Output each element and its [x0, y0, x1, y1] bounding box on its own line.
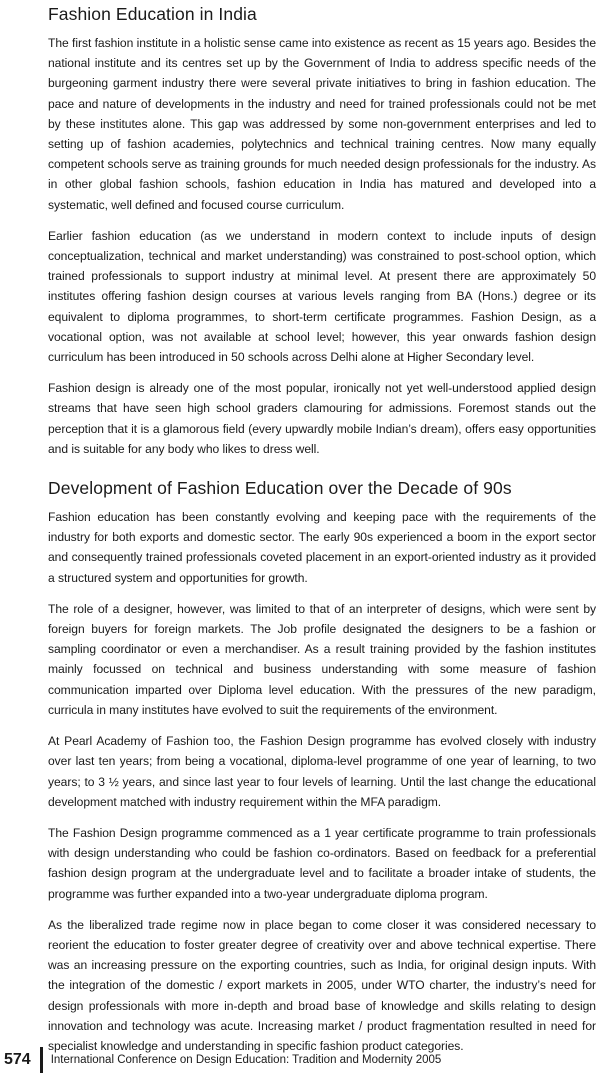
paragraph: As the liberalized trade regime now in place began to come closer it was considered necessary to reorient the education to foster greater degree of creativity over and above technical expertise. There was an increasing pressure on the exporting countries, such as India, for original design inputs. With the integration of the domestic / export markets in 2005, under WTO charter, the industry’s need for design professionals with more in-depth and broad base of knowledge and skills relating to design innovation and technology was acute. Increasing market / product fragmentation resulted in need for specialist knowledge and understanding in specific fashion product categories.	[48, 917, 596, 1053]
paragraph: Fashion education has been constantly evolving and keeping pace with the requirements of the industry for both exports and domestic sector. The early 90s experienced a boom in the export sector and consequently trained professionals coveted placement in an export-oriented industry as it provided a structured system and opportunities for growth.	[48, 510, 596, 585]
paragraph: At Pearl Academy of Fashion too, the Fashion Design programme has evolved closely with industry over last ten years; from being a vocational, diploma-level programme of one year of learning, to two years; to 3 ½ years, and since last year to four levels of learning. Until the last change the educational development matched with industry requirement within the MFA paradigm.	[48, 734, 596, 809]
page-number: 574	[4, 1051, 31, 1068]
paragraph: Earlier fashion education (as we understand in modern context to include inputs of design conceptualization, technical and market understanding) was constrained to post-school option, which trained professionals to support industry at minimal level. At present there are approximately 50 institutes offering fashion design courses at various levels ranging from BA (Hons.) degree or its equivalent to diploma programmes, to short-term certificate programmes. Fashion Design, as a vocational option, was not available at school level; however, this year onwards fashion design curriculum has been introduced in 50 schools across Delhi alone at Higher Secondary level.	[48, 228, 596, 365]
paragraph: The first fashion institute in a holistic sense came into existence as recent as 15 years ago. Besides the national institute and its centres set up by the Government of India to address specific needs of the burgeoning garment industry there were several private initiatives to bring in fashion education. The pace and nature of developments in the industry and need for trained professionals could not be met by these institutes alone. This gap was addressed by some non-government enterprises and led to setting up of fashion academies, polytechnics and technical training centres. Now many equally competent schools serve as training grounds for much needed design professionals for the industry. As in other global fashion schools, fashion education in India has matured and developed into a systematic, well defined and focused course curriculum.	[48, 36, 596, 212]
document-page	[48, 0, 596, 1067]
footer-divider	[40, 1047, 43, 1073]
paragraph: Fashion design is already one of the most popular, ironically not yet well-understood applied design streams that have seen high school graders clamouring for admissions. Foremost stands out the perception that it is a glamorous field (every upwardly mobile Indian’s dream), offers easy opportunities and is suitable for any body who likes to dress well.	[48, 381, 596, 456]
section-heading-development-90s: Development of Fashion Education over the Decade of 90s	[48, 478, 512, 499]
page-footer	[4, 1045, 594, 1075]
section-heading-fashion-education-india: Fashion Education in India	[48, 4, 257, 24]
conference-title: International Conference on Design Education: Tradition and Modernity 2005	[50, 1054, 442, 1066]
paragraph: The Fashion Design programme commenced as a 1 year certificate programme to train professionals with design understanding who could be fashion co-ordinators. Based on feedback for a preferential fashion design program at the undergraduate level and to facilitate a broader intake of students, the programme was further expanded into a two-year undergraduate diploma program.	[48, 825, 596, 901]
paragraph: The role of a designer, however, was limited to that of an interpreter of designs, which were sent by foreign buyers for foreign markets. The Job profile designated the designers to be a fashion or sampling coordinator or even a merchandiser. As a result training provided by the fashion institutes mainly focussed on technical and business understanding with some measure of fashion communication imparted over Diploma level education. With the pressures of the new paradigm, curricula in many institutes have evolved to suit the requirements of the environment.	[48, 601, 596, 717]
